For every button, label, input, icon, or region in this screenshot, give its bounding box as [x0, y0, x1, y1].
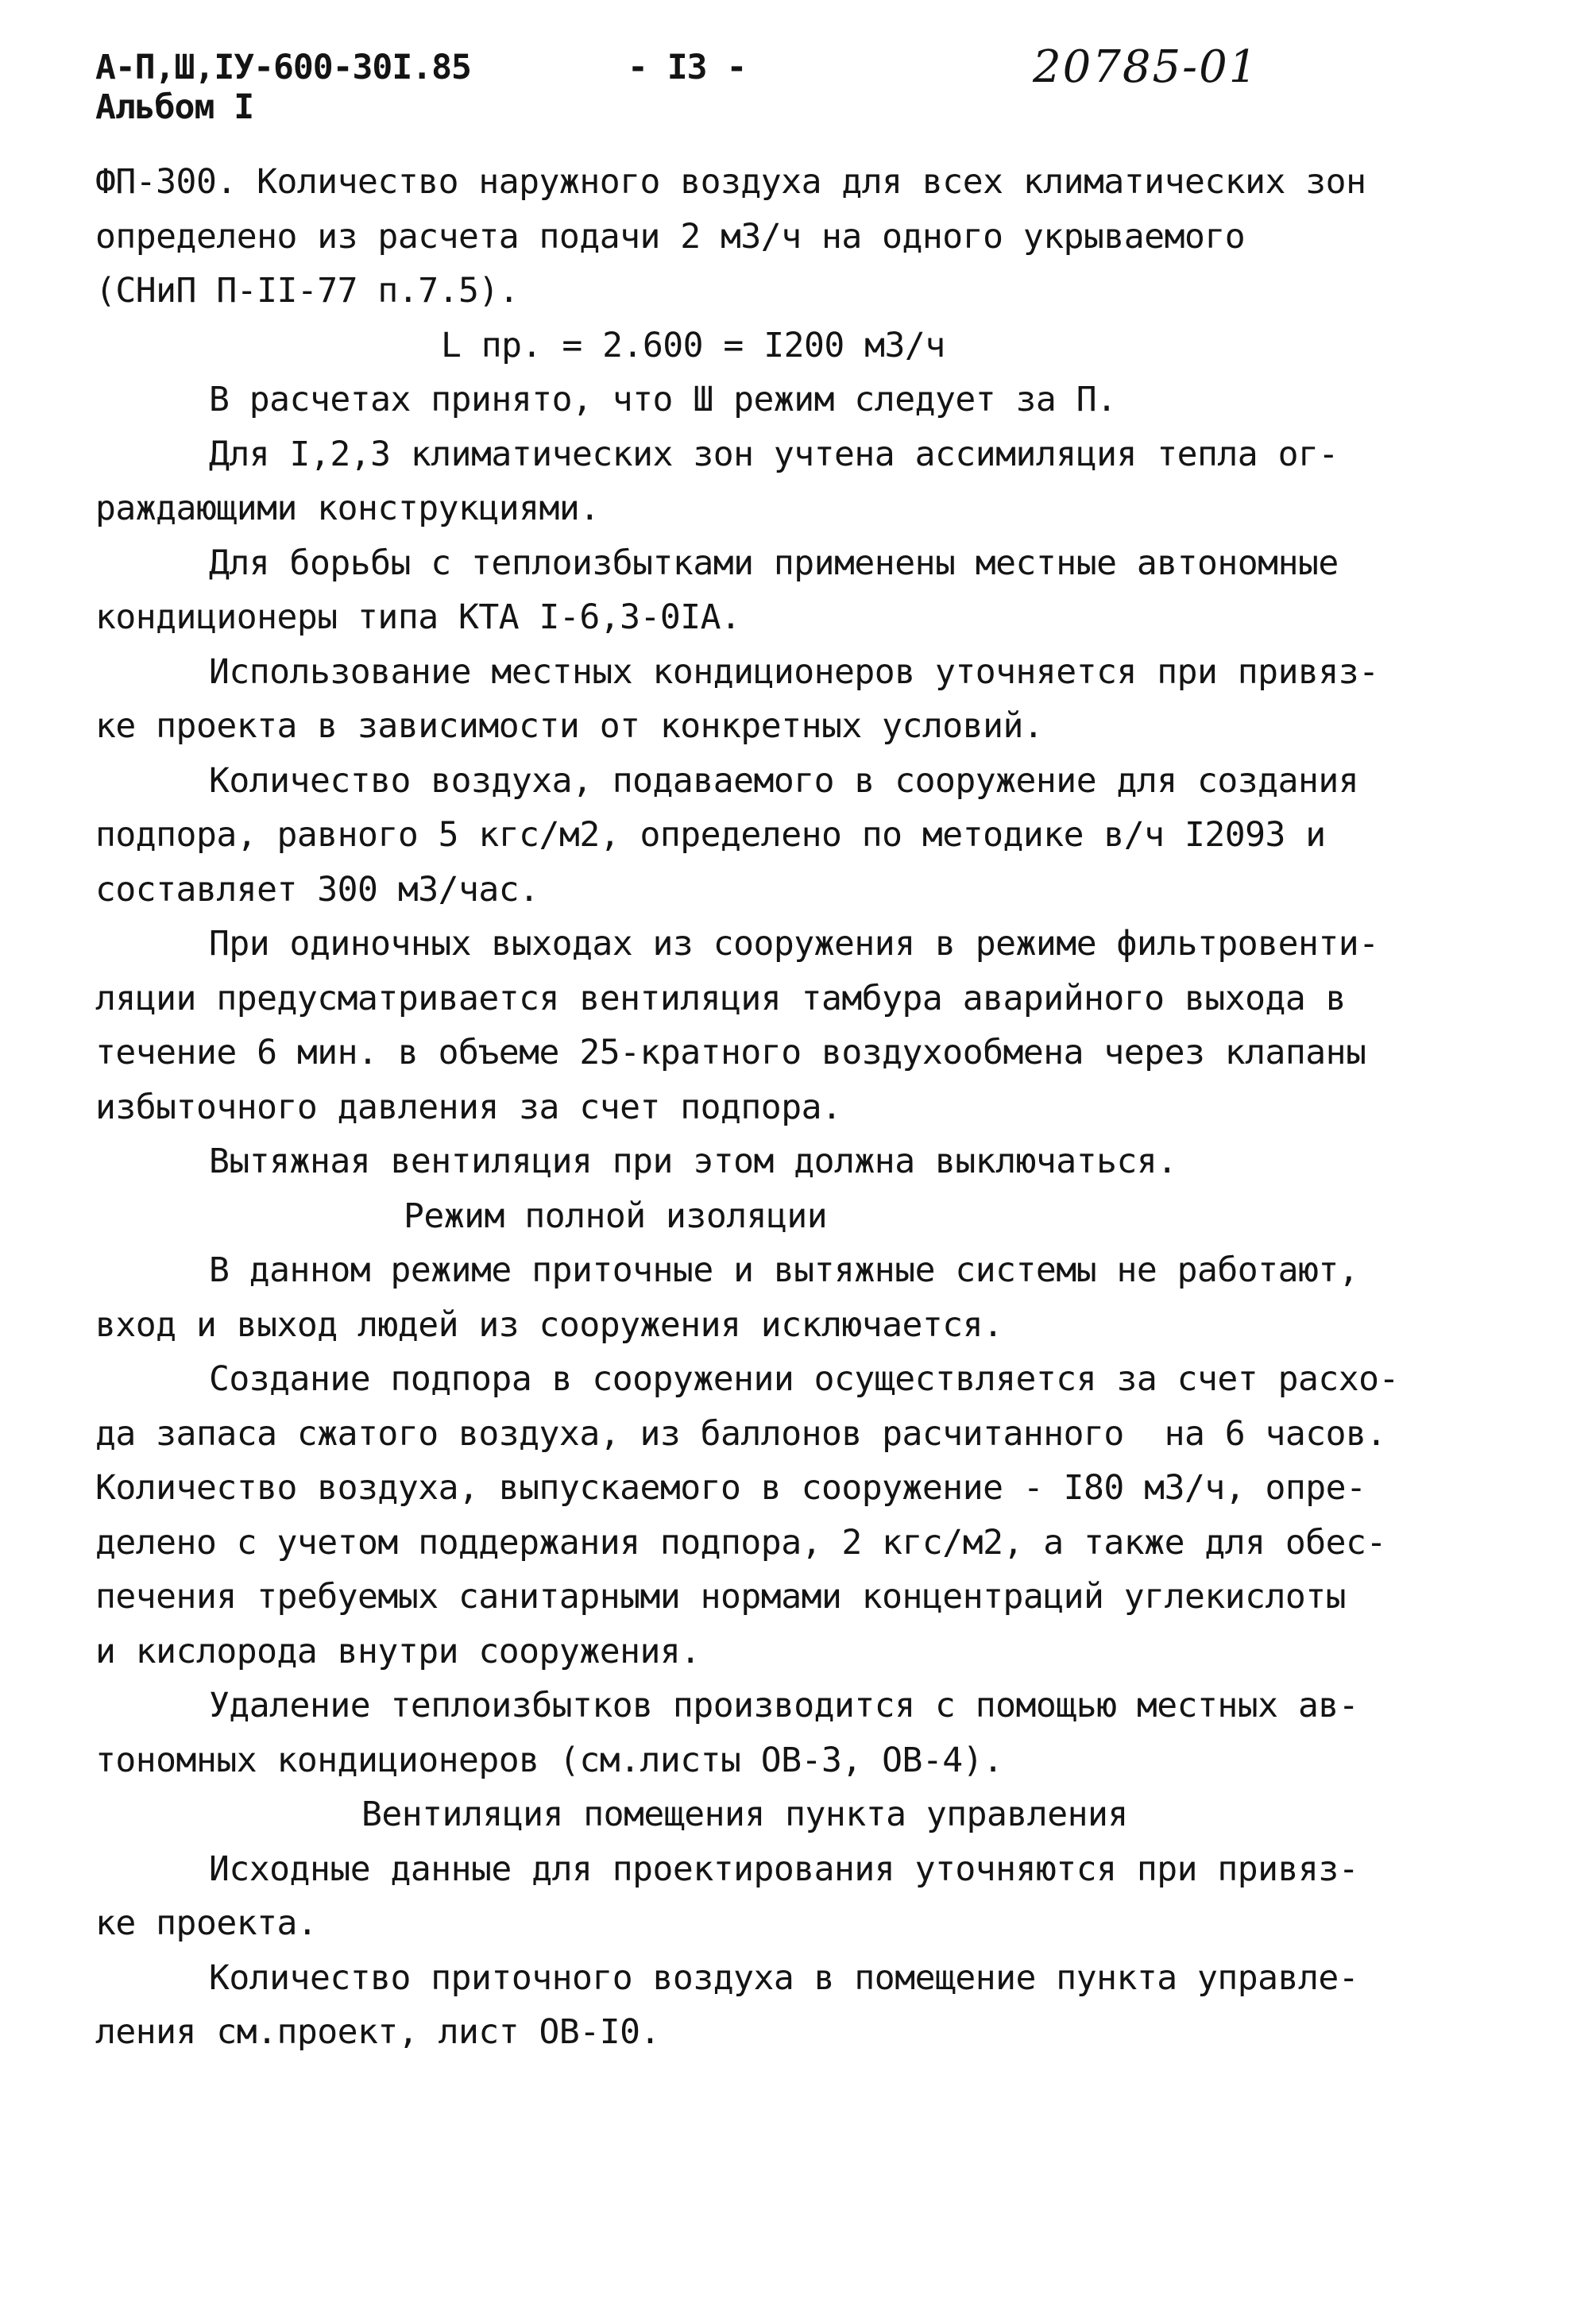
paragraph-start: Использование местных кондиционеров уточняется при привяз- [209, 651, 1379, 692]
paragraph-start: Количество воздуха, подаваемого в сооружение для создания [209, 760, 1359, 801]
text-line: кондиционеры типа КТА I-6,3-0IА. [95, 597, 741, 637]
paragraph-start: В данном режиме приточные и вытяжные системы не работают, [209, 1250, 1359, 1290]
page-number: - I3 - [628, 48, 747, 87]
document-code: А-П,Ш,IУ-600-30I.85 [95, 48, 471, 87]
document-number: 20785-01 [1033, 41, 1259, 93]
paragraph-start: Количество приточного воздуха в помещение пункта управле- [209, 1957, 1359, 1998]
formula-line: L пр. = 2.600 = I200 м3/ч [441, 325, 945, 365]
text-line: ления см.проект, лист ОВ-I0. [95, 2012, 660, 2052]
text-line: определено из расчета подачи 2 м3/ч на одного укрываемого [95, 216, 1246, 257]
text-line: Количество воздуха, выпускаемого в сооружение - I80 м3/ч, опре- [95, 1468, 1366, 1508]
paragraph-start: При одиночных выходах из сооружения в режиме фильтровенти- [209, 924, 1379, 964]
text-line: ке проекта. [95, 1903, 318, 1943]
text-line: тономных кондиционеров (см.листы ОВ-3, ОВ-4). [95, 1740, 1003, 1780]
paragraph-start: Создание подпора в сооружении осуществляется за счет расхо- [209, 1359, 1399, 1399]
text-line: ляции предусматривается вентиляция тамбура аварийного выхода в [95, 978, 1347, 1018]
text-line: течение 6 мин. в объеме 25-кратного воздухообмена через клапаны [95, 1033, 1366, 1072]
text-line: вход и выход людей из сооружения исключается. [95, 1304, 1003, 1345]
paragraph-start: Для I,2,3 климатических зон учтена ассимиляция тепла ог- [209, 434, 1339, 474]
section-heading: Вентиляция помещения пункта управления [361, 1795, 1128, 1834]
text-line: составляет 300 м3/час. [95, 869, 539, 910]
text-line: (СНиП П-II-77 п.7.5). [95, 271, 520, 311]
text-line: и кислорода внутри сооружения. [95, 1631, 701, 1671]
paragraph-start: Удаление теплоизбытков производится с помощью местных ав- [209, 1686, 1359, 1725]
paragraph-start: Для борьбы с теплоизбытками применены местные автономные [209, 543, 1339, 583]
text-line: избыточного давления за счет подпора. [95, 1087, 842, 1127]
section-heading: Режим полной изоляции [404, 1196, 828, 1236]
text-line: ФП-300. Количество наружного воздуха для всех климатических зон [95, 162, 1366, 202]
text-line: раждающими конструкциями. [95, 489, 600, 528]
album-label: Альбом I [95, 87, 254, 127]
text-line: делено с учетом поддержания подпора, 2 кгс/м2, а также для обес- [95, 1522, 1386, 1563]
paragraph-start: Вытяжная вентиляция при этом должна выключаться. [209, 1142, 1177, 1181]
text-line: да запаса сжатого воздуха, из баллонов расчитанного на 6 часов. [95, 1413, 1386, 1454]
paragraph-start: Исходные данные для проектирования уточняются при привяз- [209, 1849, 1359, 1889]
text-line: печения требуемых санитарными нормами концентраций углекислоты [95, 1577, 1347, 1617]
text-line: подпора, равного 5 кгс/м2, определено по методике в/ч I2093 и [95, 815, 1326, 855]
document-body [95, 155, 1509, 2060]
paragraph-start: В расчетах принято, что Ш режим следует за П. [209, 380, 1117, 419]
text-line: ке проекта в зависимости от конкретных условий. [95, 706, 1044, 746]
